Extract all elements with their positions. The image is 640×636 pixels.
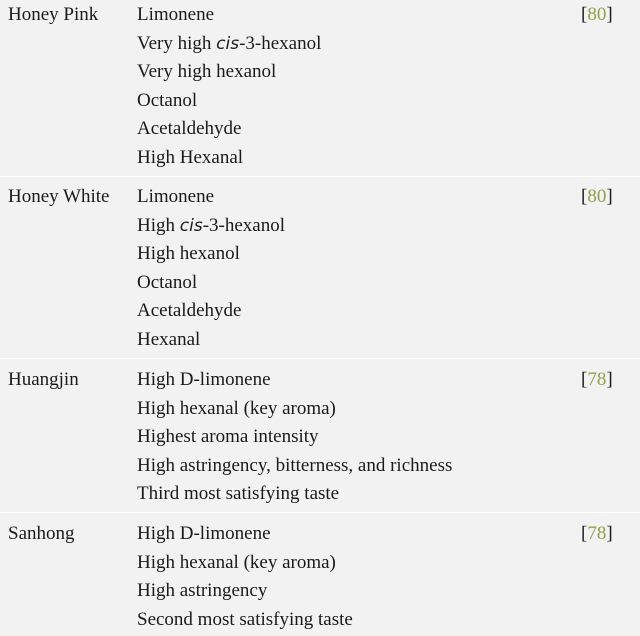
list-item: Very high cis-3-hexanol [137,32,322,54]
list-item: High D-limonene [137,369,271,390]
list-item: Octanol [137,271,198,293]
list-item: Third most satisfying taste [137,483,340,504]
list-item: High astringency [137,580,268,601]
list-item: Second most satisfying taste [137,608,353,630]
compound-list [137,520,353,634]
list-item: Limonene [137,4,215,25]
list-item: High cis-3-hexanol [137,214,285,236]
list-item: High hexanal (key aroma) [137,551,336,573]
compound-list [137,1,321,172]
list-item: High Hexanal [137,146,244,168]
list-item: Hexanal [137,328,201,350]
reference-citation[interactable]: [80] [581,186,613,207]
list-item: Highest aroma intensity [137,426,319,447]
compound-list [137,366,452,509]
reference-citation[interactable]: [80] [581,4,613,25]
list-item: Limonene [137,186,215,207]
list-item: High astringency, bitterness, and richness [137,454,453,476]
list-item: Acetaldehyde [137,300,242,321]
variety-name: Honey Pink [8,4,99,25]
reference-citation[interactable]: [78] [581,523,613,544]
list-item: High hexanal (key aroma) [137,397,336,419]
row-divider [0,512,640,513]
reference-citation[interactable]: [78] [581,369,613,390]
variety-name: Honey White [8,186,110,207]
row-divider [0,176,640,177]
list-item: Very high hexanol [137,61,277,82]
compound-list [137,183,285,354]
list-item: High D-limonene [137,523,271,544]
list-item: High hexanol [137,243,240,264]
variety-name: Sanhong [8,523,75,544]
row-divider [0,358,640,359]
variety-name: Huangjin [8,369,79,390]
list-item: Acetaldehyde [137,118,242,139]
list-item: Octanol [137,89,198,111]
